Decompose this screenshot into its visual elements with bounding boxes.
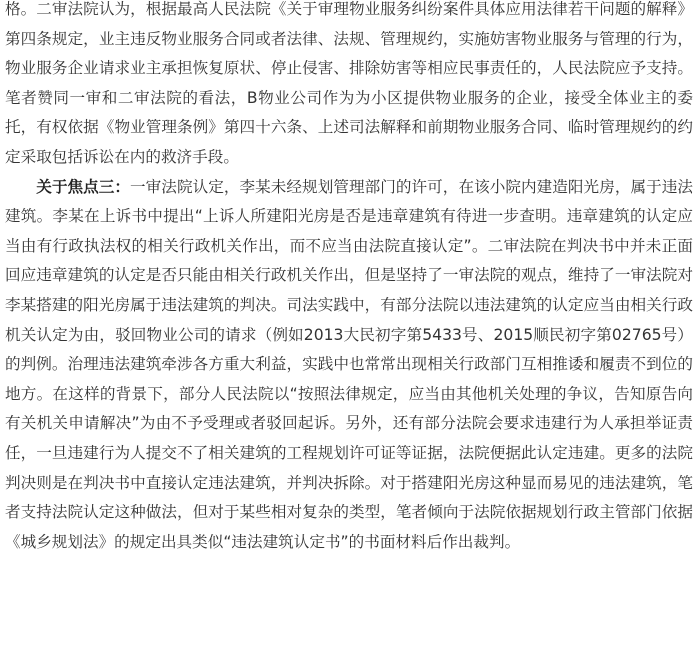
paragraph-continuation: 格。二审法院认为，根据最高人民法院《关于审理物业服务纠纷案件具体应用法律若干问题的解释》第四条规定，业主违反物业服务合同或者法律、法规、管理规约，实施妨害物业服务与管理的行为，物业服务企业请求业主承担恢复原状、停止侵害、排除妨害等相应民事责任的，人民法院应予支持。笔者赞同一审和二审法院的看法，B物业公司作为为小区提供物业服务的企业，接受全体业主的委托，有权依据《物业管理条例》第四十六条、上述司法解释和前期物业服务合同、临时管理规约的约定采取包括诉讼在内的救济手段。: [5, 0, 693, 166]
focus-three-text: 一审法院认定，李某未经规划管理部门的许可，在该小院内建造阳光房，属于违法建筑。李某在上诉书中提出“上诉人所建阳光房是否是违章建筑有待进一步查明。违章建筑的认定应当由有行政执法权的相关行政机关作出，而不应当由法院直接认定”。二审法院在判决书中并未正面回应违章建筑的认定是否只能由相关行政机关作出，但是坚持了一审法院的观点，维持了一审法院对李某搭建的阳光房属于违法建筑的判决。司法实践中，有部分法院以违法建筑的认定应当由相关行政机关认定为由，驳回物业公司的请求（例如2013大民初字第5433号、2015顺民初字第02765号）的判例。治理违法建筑牵涉各方重大利益，实践中也常常出现相关行政部门互相推诿和履责不到位的地方。在这样的背景下，部分人民法院以“按照法律规定，应当由其他机关处理的争议，告知原告向有关机关申请解决”为由不予受理或者驳回起诉。另外，还有部分法院会要求违建行为人承担举证责任，一旦违建行为人提交不了相关建筑的工程规划许可证等证据，法院便据此认定违建。更多的法院判决则是在判决书中直接认定违法建筑，并判决拆除。对于搭建阳光房这种显而易见的违法建筑，笔者支持法院认定这种做法，但对于某些相对复杂的类型，笔者倾向于法院依据规划行政主管部门依据《城乡规划法》的规定出具类似“违法建筑认定书”的书面材料后作出裁判。: [5, 177, 693, 551]
paragraph-focus-three: [5, 173, 693, 558]
focus-three-label: 关于焦点三：: [36, 177, 131, 196]
